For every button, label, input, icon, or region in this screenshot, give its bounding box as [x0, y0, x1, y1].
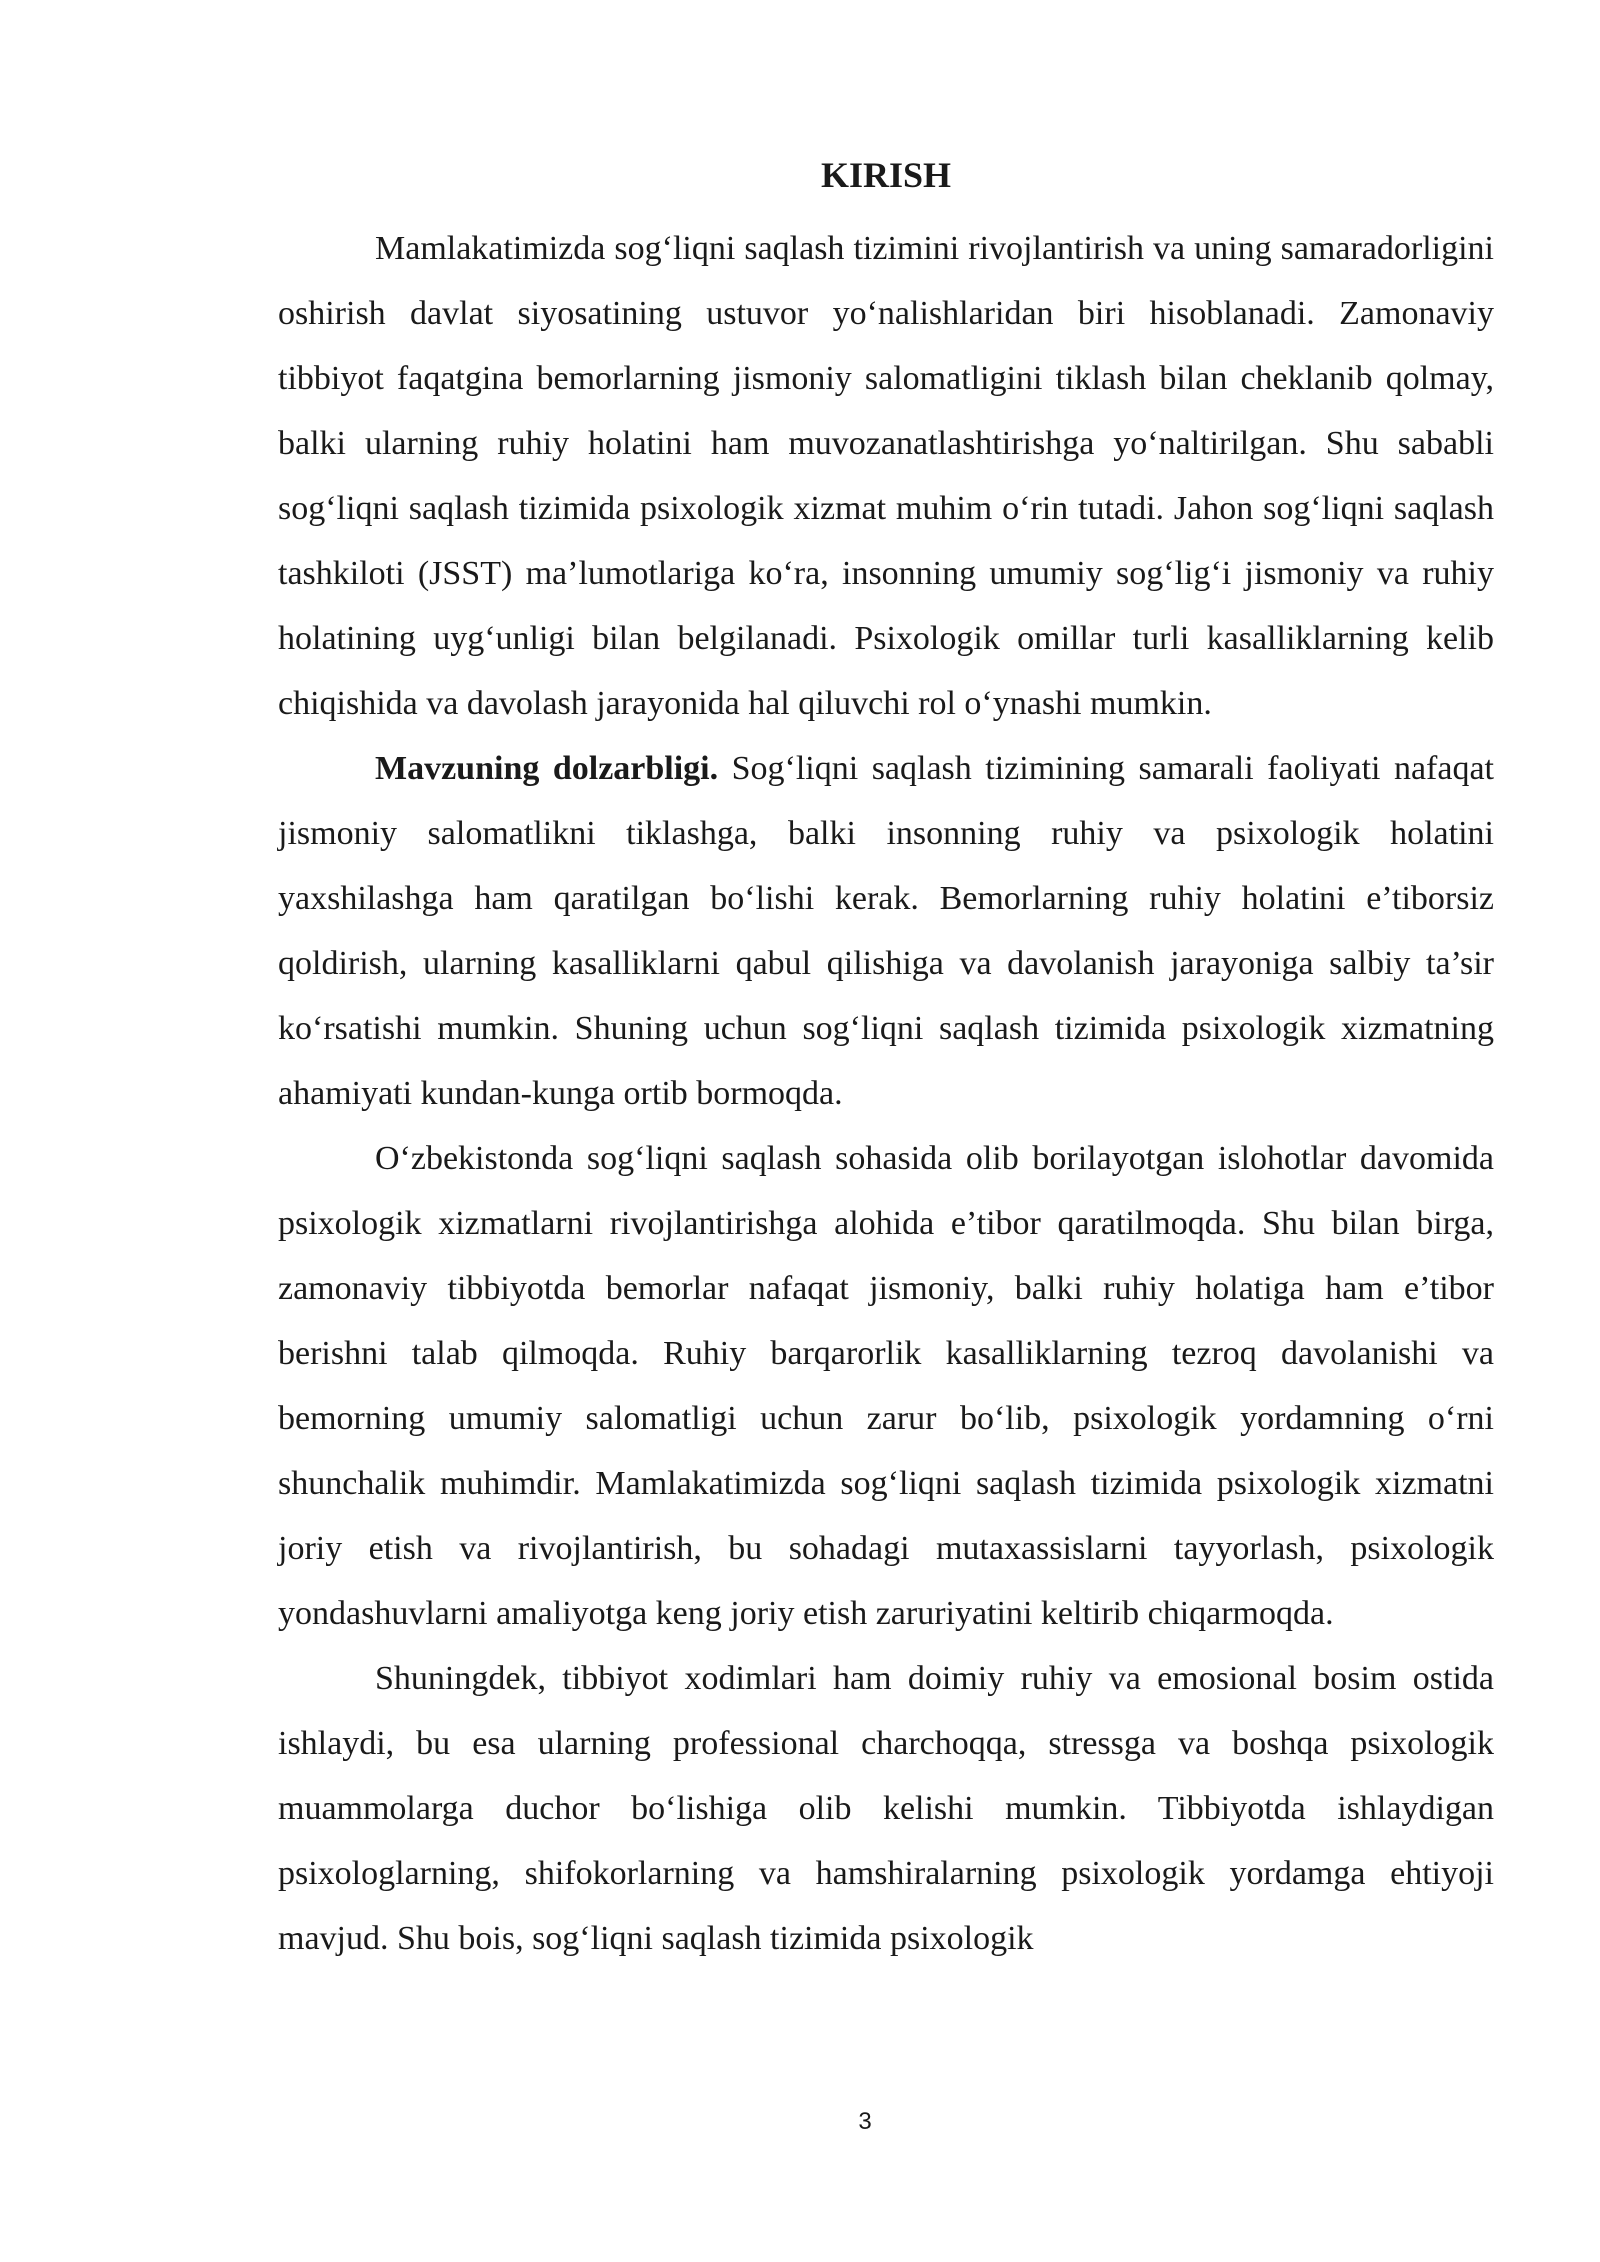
paragraph-intro — [278, 216, 1494, 736]
document-page — [278, 150, 1494, 1971]
paragraph-relevance — [278, 736, 1494, 1126]
paragraph-text: Shuningdek, tibbiyot xodimlari ham doimiy ruhiy va emosional bosim ostida ishlaydi, bu esa ularning professional charchoqqa, stressga va boshqa psixologik muammolarga duchor bo‘lishiga olib kelishi mumkin. Tibbiyotda ishlaydigan psixologlarning, shifokorlarning va hamshiralarning psixologik yordamga ehtiyoji mavjud. Shu bois, sog‘liqni saqlash tizimida psixologik — [278, 1660, 1494, 1957]
section-title: KIRISH — [820, 155, 952, 195]
paragraph-lead: Mavzuning dolzarbligi. — [375, 750, 719, 787]
page-number: 3 — [858, 2108, 872, 2135]
paragraph-text: Sog‘liqni saqlash tizimining samarali faoliyati nafaqat jismoniy salomatlikni tiklashga, balki insonning ruhiy va psixologik holatini yaxshilashga ham qaratilgan bo‘lishi kerak. Bemorlarning ruhiy holatini e’tiborsiz qoldirish, ularning kasalliklarni qabul qilishiga va davolanish jarayoniga salbiy ta’sir ko‘rsatishi mumkin. Shuning uchun sog‘liqni saqlash tizimida psixologik xizmatning ahamiyati kundan-kunga ortib bormoqda. — [278, 750, 1494, 1112]
paragraph-uzbekistan — [278, 1126, 1494, 1646]
paragraph-medical-staff — [278, 1646, 1494, 1971]
paragraph-text: O‘zbekistonda sog‘liqni saqlash sohasida olib borilayotgan islohotlar davomida psixologik xizmatlarni rivojlantirishga alohida e’tibor qaratilmoqda. Shu bilan birga, zamonaviy tibbiyotda bemorlar nafaqat jismoniy, balki ruhiy holatiga ham e’tibor berishni talab qilmoqda. Ruhiy barqarorlik kasalliklarning tezroq davolanishi va bemorning umumiy salomatligi uchun zarur bo‘lib, psixologik yordamning o‘rni shunchalik muhimdir. Mamlakatimizda sog‘liqni saqlash tizimida psixologik xizmatni joriy etish va rivojlantirish, bu sohadagi mutaxassislarni tayyorlash, psixologik yondashuvlarni amaliyotga keng joriy etish zaruriyatini keltirib chiqarmoqda. — [278, 1140, 1494, 1632]
paragraph-text: Mamlakatimizda sog‘liqni saqlash tizimini rivojlantirish va uning samaradorligini oshirish davlat siyosatining ustuvor yo‘nalishlaridan biri hisoblanadi. Zamonaviy tibbiyot faqatgina bemorlarning jismoniy salomatligini tiklash bilan cheklanib qolmay, balki ularning ruhiy holatini ham muvozanatlashtirishga yo‘naltirilgan. Shu sababli sog‘liqni saqlash tizimida psixologik xizmat muhim o‘rin tutadi. Jahon sog‘liqni saqlash tashkiloti (JSST) ma’lumotlariga ko‘ra, insonning umumiy sog‘lig‘i jismoniy va ruhiy holatining uyg‘unligi bilan belgilanadi. Psixologik omillar turli kasalliklarning kelib chiqishida va davolash jarayonida hal qiluvchi rol o‘ynashi mumkin. — [278, 230, 1494, 722]
